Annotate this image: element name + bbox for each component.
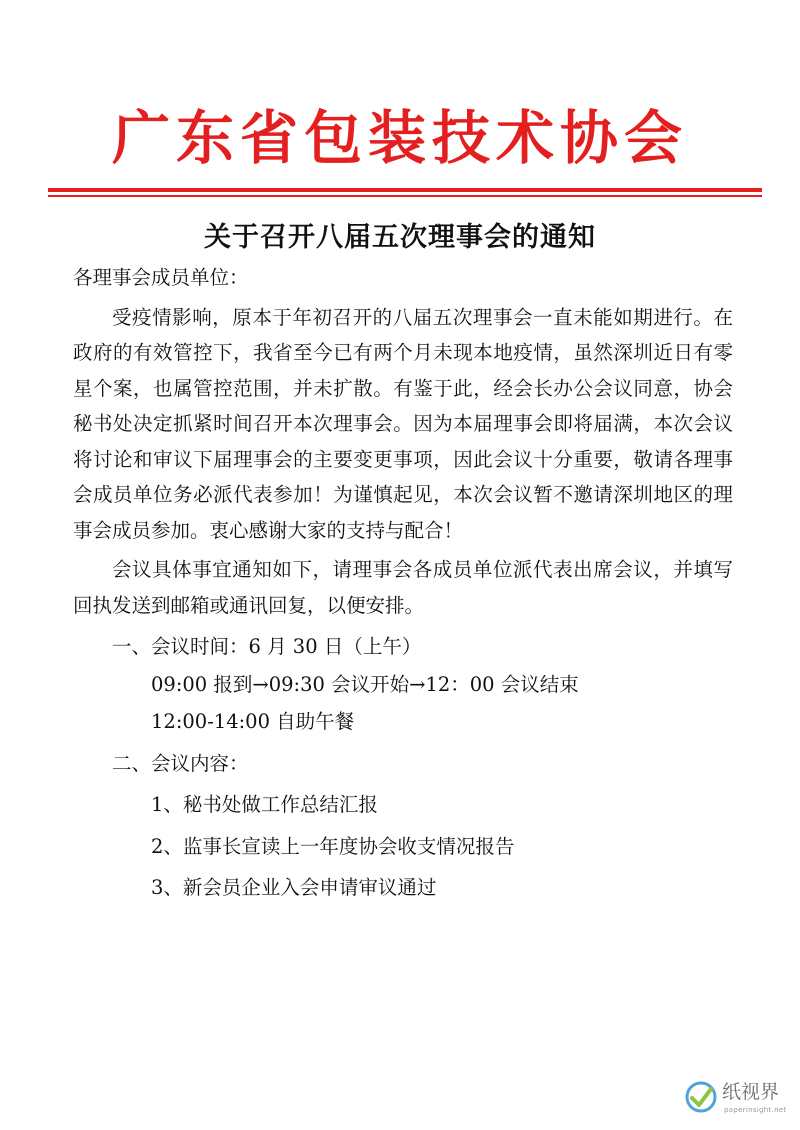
section-heading-content: 二、会议内容： <box>112 751 249 775</box>
schedule-line: 09:00 报到→09:30 会议开始→12：00 会议结束 <box>151 672 579 696</box>
letterhead-org-name: 广东省包装技术协会 <box>111 104 688 172</box>
agenda-item: 3、新会员企业入会申请审议通过 <box>151 876 437 899</box>
letterhead-rule-thick <box>48 188 762 192</box>
schedule-line: 12:00-14:00 自助午餐 <box>151 710 355 733</box>
paragraph-background: 受疫情影响，原本于年初召开的八届五次理事会一直未能如期进行。在政府的有效管控下，我省至今已有两个月未现本地疫情，虽然深圳近日有零星个案，也属管控范围，并未扩散。有鉴于此，经会长办公会议同意，协会秘书处决定抓紧时间召开本次理事会。因为本届理事会即将届满，本次会议将讨论和审议下届理事会的主要变更事项，因此会议十分重要，敬请各理事会成员单位务必派代表参加！为谨慎起见，本次会议暂不邀请深圳地区的理事会成员参加。衷心感谢大家的支持与配合！ <box>73 305 733 542</box>
salutation: 各理事会成员单位： <box>73 266 249 289</box>
letterhead-rule-thin <box>48 195 762 197</box>
paperinsight-logo-icon <box>684 1080 718 1114</box>
notice-title: 关于召开八届五次理事会的通知 <box>204 222 596 253</box>
watermark-text: 纸视界 <box>722 1081 780 1103</box>
paragraph-arrangement: 会议具体事宜通知如下，请理事会各成员单位派代表出席会议，并填写回执发送到邮箱或通讯回复，以便安排。 <box>73 558 733 617</box>
notice-body <box>73 260 733 906</box>
watermark-url: paperinsight.net <box>724 1106 787 1114</box>
agenda-item: 2、监事长宣读上一年度协会收支情况报告 <box>151 834 515 858</box>
agenda-item: 1、秘书处做工作总结汇报 <box>151 793 378 816</box>
section-heading-time: 一、会议时间：6 月 30 日（上午） <box>112 635 422 658</box>
watermark <box>684 1078 794 1124</box>
